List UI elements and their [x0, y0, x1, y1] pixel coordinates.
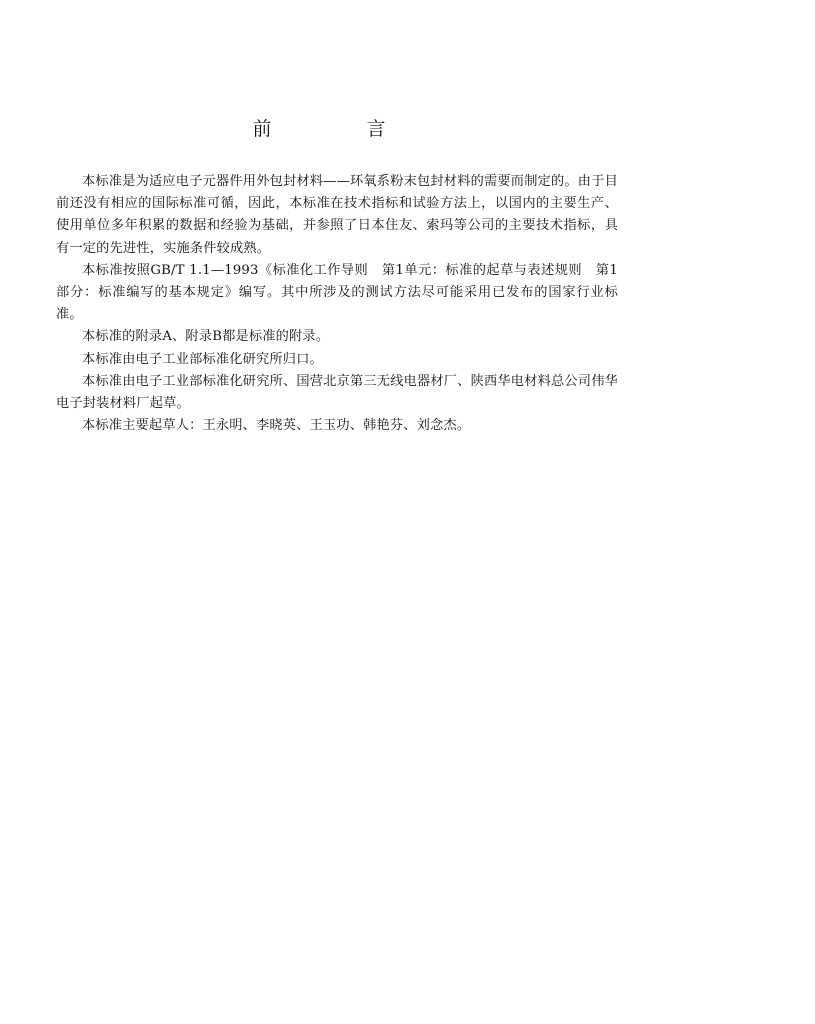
foreword-body	[56, 171, 618, 437]
paragraph-appendices: 本标准的附录A、附录B都是标准的附录。	[82, 329, 330, 345]
page-title: 前 言	[252, 118, 424, 140]
paragraph-responsible-unit: 本标准由电子工业部标准化研究所归口。	[82, 351, 323, 367]
paragraph-drafting-units: 本标准由电子工业部标准化研究所、国营北京第三无线电器材厂、陕西华电材料总公司伟华电子封装材料厂起草。	[56, 373, 618, 412]
paragraph-drafting-basis: 本标准按照GB/T 1.1—1993《标准化工作导则 第1单元：标准的起草与表述规则 第1部分：标准编写的基本规定》编写。其中所涉及的测试方法尽可能采用已发布的国家行业标准。	[56, 262, 618, 323]
paragraph-purpose: 本标准是为适应电子元器件用外包封材料——环氧系粉末包封材料的需要而制定的。由于目前还没有相应的国际标准可循，因此，本标准在技术指标和试验方法上，以国内的主要生产、使用单位多年积累的数据和经验为基础，并参照了日本住友、索玛等公司的主要技术指标，具有一定的先进性，实施条件较成熟。	[56, 174, 618, 256]
paragraph-drafters: 本标准主要起草人：王永明、李晓英、王玉功、韩艳芬、刘念杰。	[82, 418, 471, 434]
